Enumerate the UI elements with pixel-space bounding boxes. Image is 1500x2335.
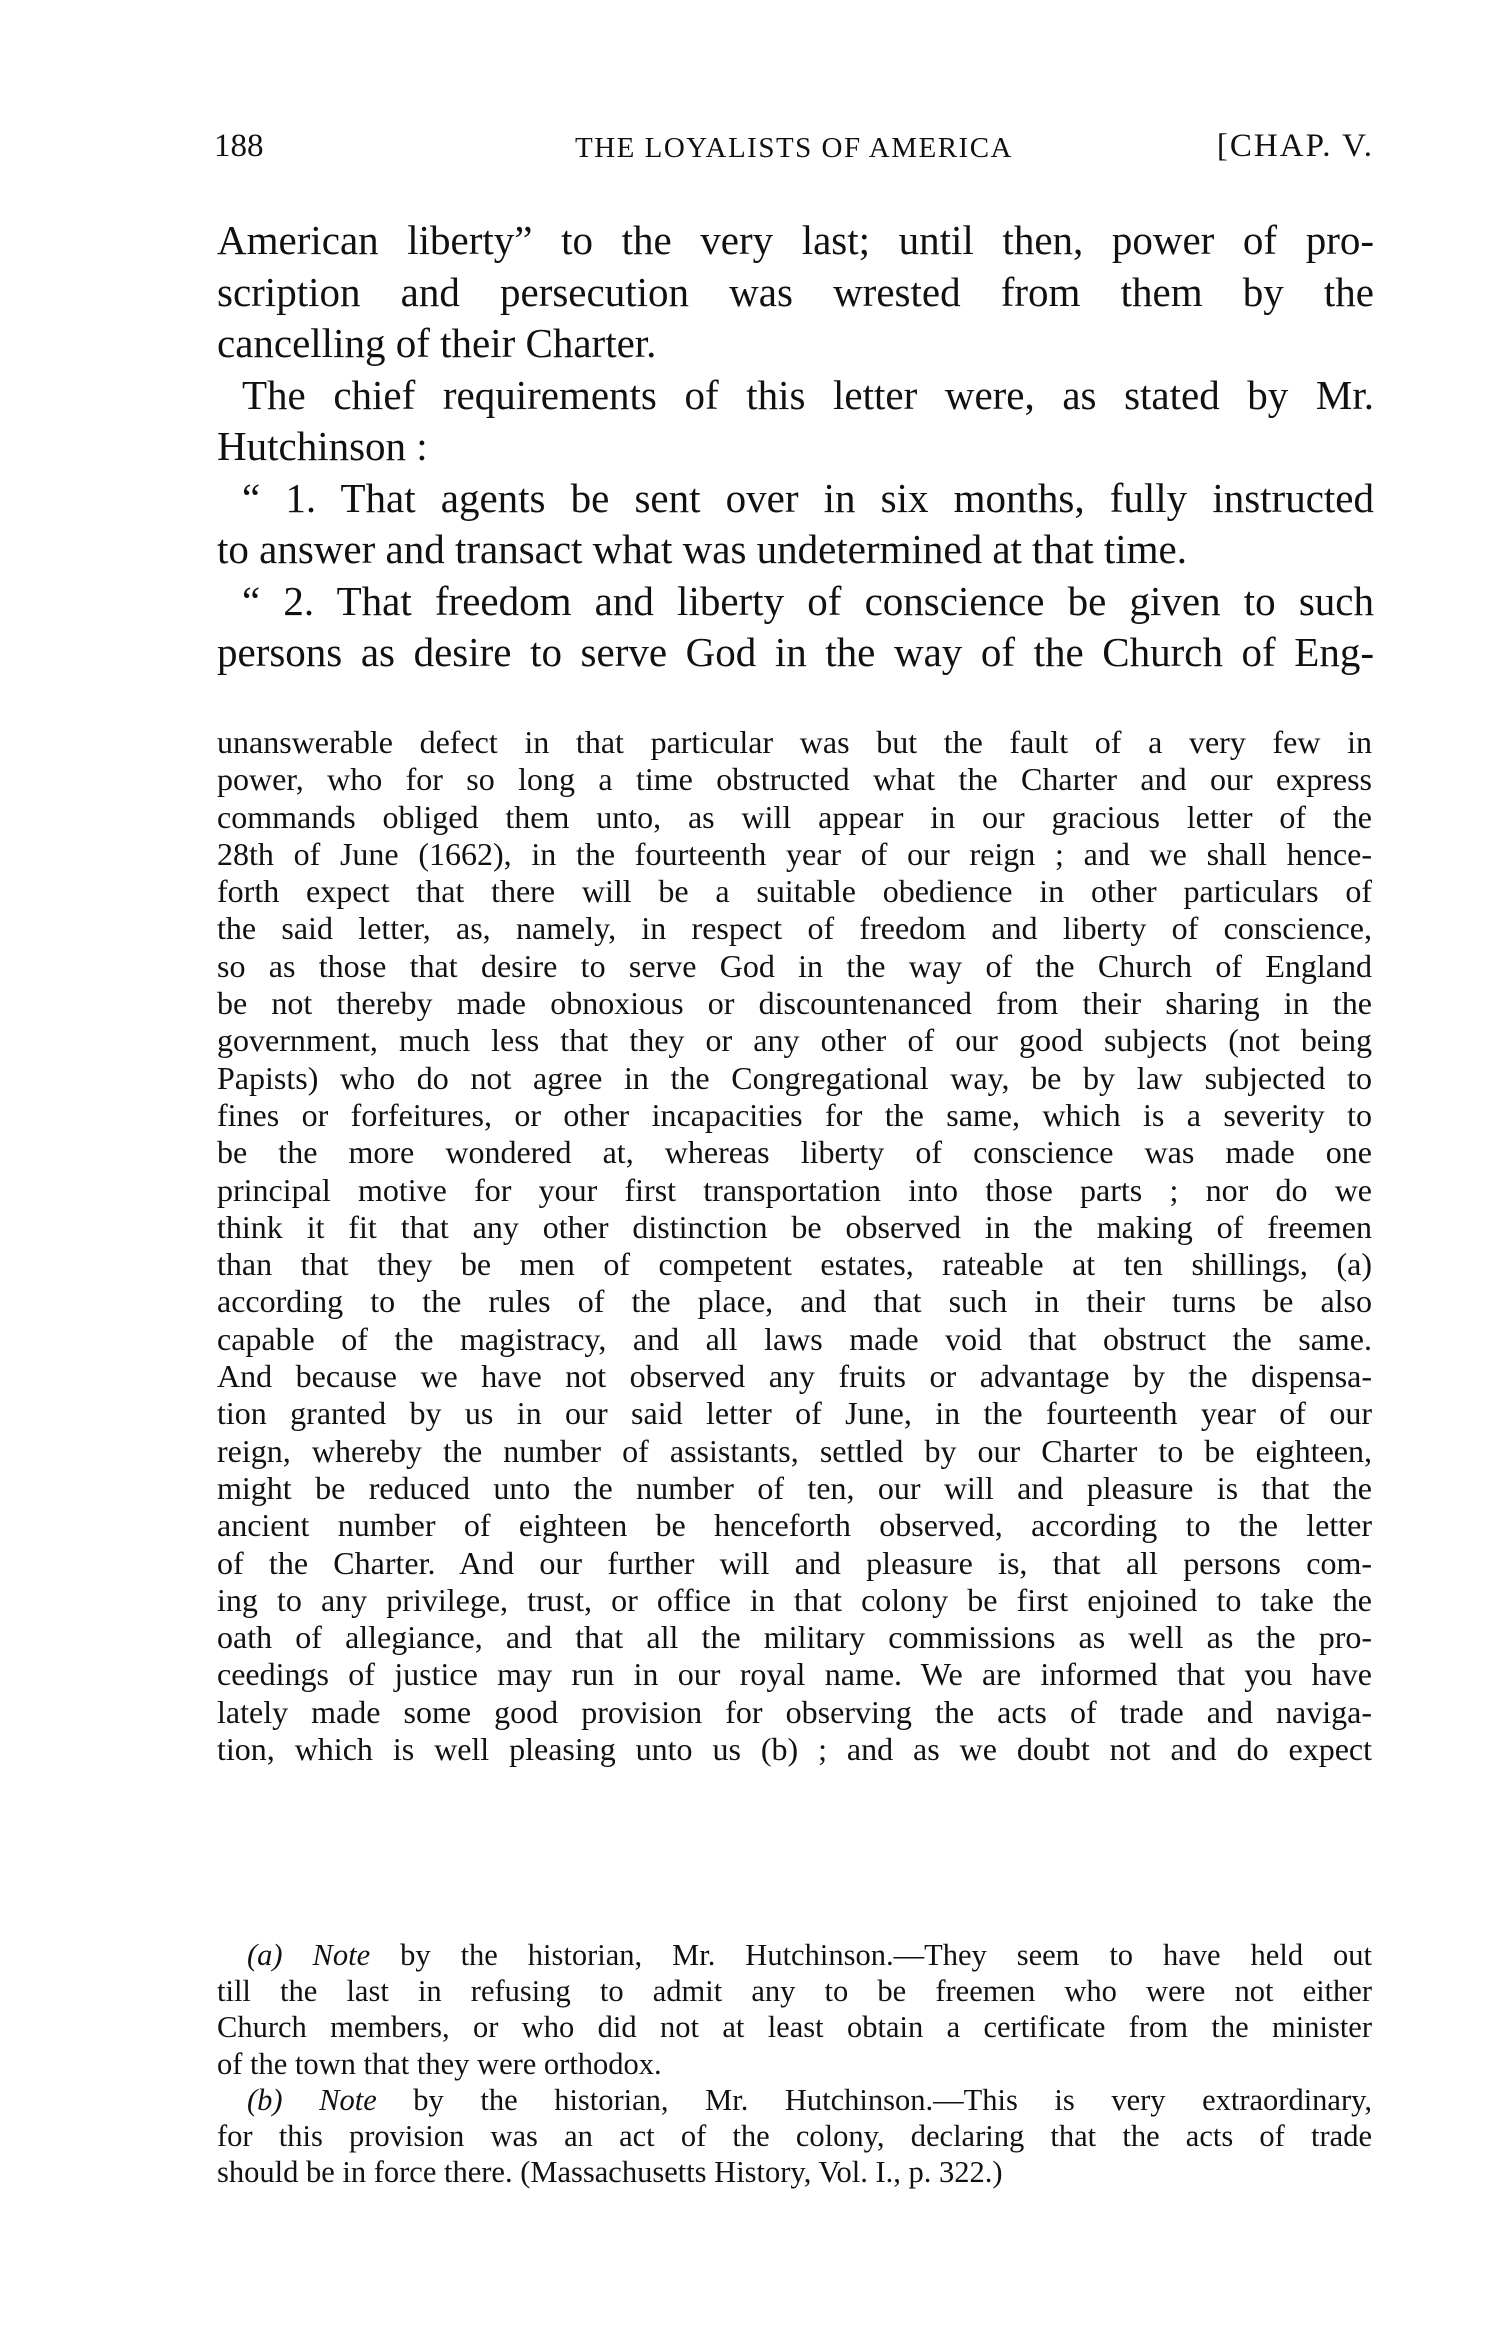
text-line: The chief requirements of this letter were, as stated by Mr. [242, 371, 1374, 418]
quote-line: tion, which is well pleasing unto us (b) ; and as we doubt not and do expect [217, 1731, 1372, 1768]
quoted-letter [217, 724, 1372, 1768]
text-line: scription and persecution was wrested from them by the [217, 268, 1374, 315]
quote-line: principal motive for your first transportation into those parts ; nor do we [217, 1171, 1372, 1208]
quote-line: reign, whereby the number of assistants, settled by our Charter to be eighteen, [217, 1432, 1372, 1469]
quote-line: than that they be men of competent estates, rateable at ten shillings, (a) [217, 1246, 1372, 1283]
page-header [214, 128, 1374, 178]
quote-line: And because we have not observed any fruits or advantage by the dispensa- [217, 1358, 1372, 1395]
quote-line: Papists) who do not agree in the Congregational way, be by law subjected to [217, 1059, 1372, 1096]
footnote-text: by the historian, Mr. Hutchinson.—They seem to have held out [370, 1938, 1373, 1972]
quote-line: of the Charter. And our further will and pleasure is, that all persons com- [217, 1544, 1372, 1581]
running-title: THE LOYALISTS OF AMERICA [575, 132, 1013, 164]
quote-line: fines or forfeitures, or other incapacities for the same, which is a severity to [217, 1096, 1372, 1133]
quote-line: commands obliged them unto, as will appear in our gracious letter of the [217, 798, 1372, 835]
text-line: cancelling of their Charter. [217, 320, 657, 366]
text-line: persons as desire to serve God in the way of the Church of Eng- [217, 629, 1374, 675]
footnote-line: should be in force there. (Massachusetts History, Vol. I., p. 322.) [217, 2155, 1003, 2190]
text-line: Hutchinson : [217, 423, 428, 469]
footnote-marker-a: (a) [247, 1938, 283, 1972]
quote-line: be the more wondered at, whereas liberty of conscience was made one [217, 1134, 1372, 1171]
quote-line: might be reduced unto the number of ten, our will and pleasure is that the [217, 1469, 1372, 1506]
quote-line: lately made some good provision for observing the acts of trade and naviga- [217, 1693, 1372, 1730]
footnote-note-label: Note [312, 1938, 371, 1972]
quote-line: government, much less that they or any other of our good subjects (not being [217, 1022, 1372, 1059]
footnote-marker-b: (b) [247, 2082, 283, 2117]
footnote-line: of the town that they were orthodox. [217, 2046, 662, 2081]
quote-line: 28th of June (1662), in the fourteenth year of our reign ; and we shall hence- [217, 835, 1372, 872]
quote-line: according to the rules of the place, and that such in their turns be also [217, 1283, 1372, 1320]
quote-line: forth expect that there will be a suitable obedience in other particulars of [217, 873, 1372, 910]
footnote-note-label: Note [319, 2082, 377, 2117]
text-line: American liberty” to the very last; until then, power of pro- [217, 217, 1374, 263]
quote-line: so as those that desire to serve God in the way of the Church of England [217, 947, 1372, 984]
quote-line: capable of the magistracy, and all laws made void that obstruct the same. [217, 1320, 1372, 1357]
quote-line: tion granted by us in our said letter of June, in the fourteenth year of our [217, 1395, 1372, 1432]
text-line: “ 2. That freedom and liberty of conscience be given to such [242, 577, 1374, 624]
quote-line: the said letter, as, namely, in respect of freedom and liberty of conscience, [217, 910, 1372, 947]
footnotes [217, 1937, 1372, 2190]
footnote-line: till the last in refusing to admit any to be freemen who were not either [217, 1974, 1372, 2009]
page-number: 188 [214, 128, 264, 164]
quote-line: ancient number of eighteen be henceforth observed, according to the letter [217, 1507, 1372, 1544]
footnote-a-first-line [217, 1937, 1372, 1973]
quote-line: unanswerable defect in that particular was but the fault of a very few in [217, 724, 1372, 760]
quote-line: power, who for so long a time obstructed what the Charter and our express [217, 761, 1372, 798]
chapter-label: [CHAP. V. [1216, 128, 1374, 164]
quote-line: think it fit that any other distinction be observed in the making of freemen [217, 1208, 1372, 1245]
footnote-line: for this provision was an act of the colony, declaring that the acts of trade [217, 2119, 1372, 2154]
text-line: “ 1. That agents be sent over in six months, fully instructed [242, 474, 1374, 521]
quote-line: be not thereby made obnoxious or discountenanced from their sharing in the [217, 985, 1372, 1022]
text-line: to answer and transact what was undetermined at that time. [217, 526, 1188, 572]
quote-line: ing to any privilege, trust, or office in that colony be first enjoined to take the [217, 1581, 1372, 1618]
quote-line: oath of allegiance, and that all the military commissions as well as the pro- [217, 1619, 1372, 1656]
footnote-text: by the historian, Mr. Hutchinson.—This is very extraordinary, [376, 2082, 1373, 2117]
footnote-b-first-line [217, 2082, 1372, 2118]
quote-line: ceedings of justice may run in our royal name. We are informed that you have [217, 1656, 1372, 1693]
footnote-line: Church members, or who did not at least obtain a certificate from the minister [217, 2010, 1372, 2045]
main-text [217, 215, 1374, 679]
